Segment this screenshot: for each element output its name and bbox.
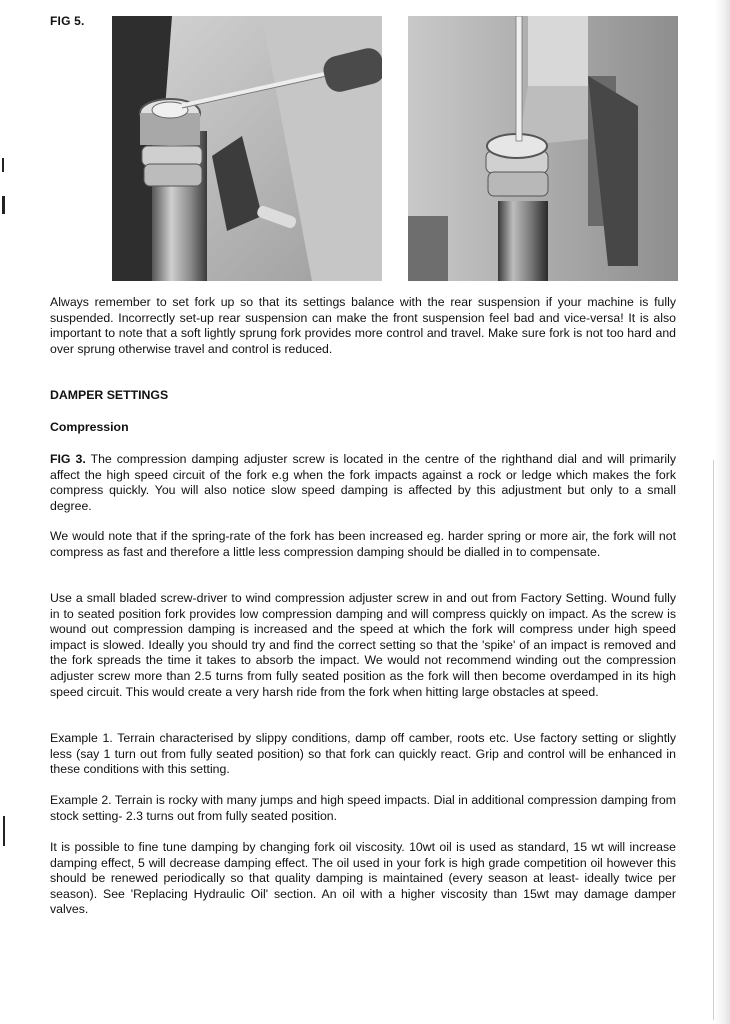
paragraph-example-2: Example 2. Terrain is rocky with many jumps and high speed impacts. Dial in additional compression damping from stock setting- 2.3 turns out from fully seated position.: [50, 793, 676, 823]
fork-photo-screwdriver-on-adjuster: [112, 16, 382, 281]
scan-speck: [3, 816, 5, 846]
paragraph-adjustment-procedure: Use a small bladed screw-driver to wind compression adjuster screw in and out from Factory Setting. Wound fully in to seated position fork provides low compression damping and will compress quickly on impact. As the screw is wound out compression damping is increased and the speed at which the fork will compress under high speed impact is slowed. Ideally you should try and find the correct setting so that the 'spike' of an impact is removed and the fork spreads the time it takes to absorb the impact. We would not recommend winding out the compression adjuster screw more than 2.5 turns from fully seated position as the fork will then become overdamped in its high speed circuit. This would create a very harsh ride from the fork when hitting large obstacles at speed.: [50, 591, 676, 699]
section-subheading: Compression: [50, 420, 129, 434]
paragraph-example-1: Example 1. Terrain characterised by slippy conditions, damp off camber, roots etc. Use factory setting or slightly less (say 1 turn out from fully seated position) so that fork can quickly react. Grip and control will be enhanced in these conditions with this setting.: [50, 731, 676, 777]
paragraph-oil-viscosity: It is possible to fine tune damping by changing fork oil viscosity. 10wt oil is used as standard, 15 wt will increase damping effect, 5 will decrease damping effect. The oil used in your fork is high grade competition oil however this should be renewed periodically so that quality damping is maintained (every season at least- ideally twice per season). See 'Replacing Hydraulic Oil' section. An oil with a higher viscosity than 15wt may damage damper valves.: [50, 840, 676, 917]
paragraph-spring-rate: We would note that if the spring-rate of the fork has been increased eg. harder spring or more air, the fork will not compress as fast and therefore a little less compression damping should be dialled in to compensate.: [50, 529, 676, 559]
figure-label: FIG 5.: [50, 14, 85, 28]
scan-speck: [2, 158, 4, 172]
scan-page-edge: [714, 0, 730, 1024]
scan-speck: [2, 196, 5, 214]
section-heading: DAMPER SETTINGS: [50, 388, 169, 402]
intro-paragraph: Always remember to set fork up so that its settings balance with the rear suspension if your machine is fully suspended. Incorrectly set-up rear suspension can make the front suspension feel bad and vice-versa! It is also important to note that a soft lightly sprung fork provides more control and travel. Make sure fork is not too hard and over sprung otherwise travel and control is reduced.: [50, 295, 676, 356]
fork-photo-adjuster-close-up: [408, 16, 678, 281]
figure-reference: FIG 3.: [50, 452, 86, 466]
scan-edge-line: [713, 460, 714, 1020]
paragraph-text: The compression damping adjuster screw is located in the centre of the righthand dial and will primarily affect the high speed circuit of the fork e.g when the fork impacts against a rock or ledge which makes the fork compress quickly. You will also notice slow speed damping is affected by this adjustment but only to a small degree.: [50, 452, 677, 513]
paragraph-compression-adjuster: [50, 452, 676, 514]
